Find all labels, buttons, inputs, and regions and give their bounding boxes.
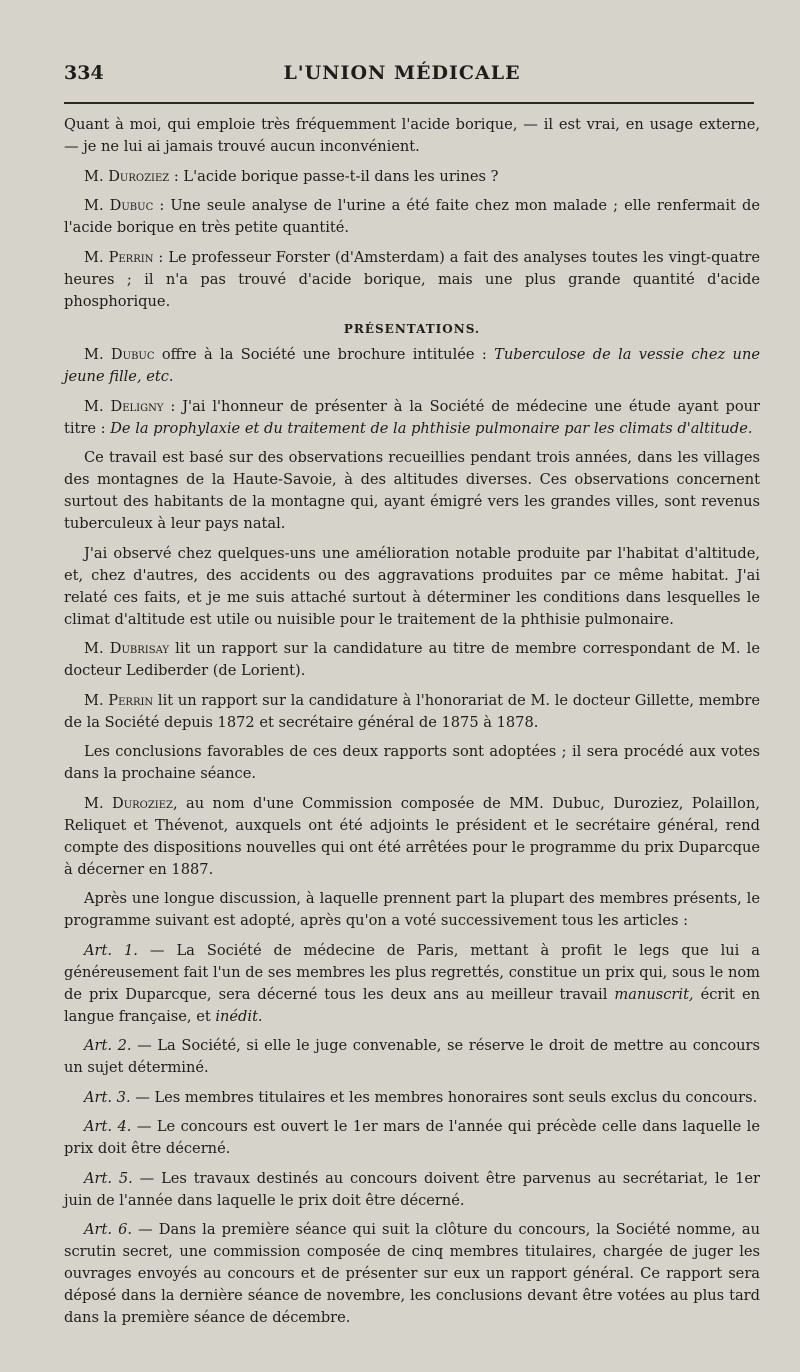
section-heading: PRÉSENTATIONS.: [343, 322, 481, 336]
paragraph: M. Deligny : J'ai l'honneur de présenter à la Société de médecine une étude ayant pour titre : De la prophylaxie et du traitement de la phthisie pulmonaire par les climats d'altitude.: [64, 397, 760, 437]
speaker: M. Duroziez :: [84, 167, 179, 185]
paragraph: M. Dubuc offre à la Société une brochure intitulée : Tuberculose de la vessie chez une jeune fille, etc.: [64, 346, 760, 385]
paragraph: J'ai observé chez quelques-uns une amélioration notable produite par l'habitat d'altitude, et, chez d'autres, des accidents ou des aggravations produites par ce même habitat. J'ai relaté ces faits, et je me suis attaché surtout à déterminer les conditions dans lesquelles le climat d'altitude est utile ou nuisible pour le traitement de la phthisie pulmonaire.: [64, 544, 760, 628]
article-clause: Art. 5. — Les travaux destinés au concours doivent être parvenus au secrétariat, le 1er juin de l'année dans laquelle le prix doit être décerné.: [64, 1169, 760, 1209]
speaker: M. Deligny :: [84, 397, 176, 415]
brochure-title: Tuberculose de la vessie chez une jeune fille, etc.: [64, 346, 760, 385]
paragraph: Quant à moi, qui emploie très fréquemment l'acide borique, — il est vrai, en usage externe, — je ne lui ai jamais trouvé aucun inconvénient.: [64, 116, 760, 155]
study-title: De la prophylaxie et du traitement de la phthisie pulmonaire par les climats d'altitude.: [110, 419, 753, 437]
paragraph: M. Perrin : Le professeur Forster (d'Amsterdam) a fait des analyses toutes les vingt-quatre heures ; il n'a pas trouvé d'acide borique, mais une plus grande quantité d'acide phosphorique.: [64, 248, 761, 310]
speaker: M. Perrin :: [84, 248, 164, 266]
paragraph: M. Duroziez, au nom d'une Commission composée de MM. Dubuc, Duroziez, Polaillon, Reliquet et Thévenot, auxquels ont été adjoints le président et le secrétaire général, rend compte des dispositions nouvelles qui ont été arrêtées pour le programme du prix Duparcque à décerner en 1887.: [64, 794, 760, 878]
journal-title: L'UNION MÉDICALE: [283, 62, 521, 84]
article-clause: Art. 6. — Dans la première séance qui suit la clôture du concours, la Société nomme, au scrutin secret, une commission composée de cinq membres titulaires, chargée de juger les ouvrages envoyés au concours et de présenter sur eux un rapport général. Ce rapport sera déposé dans la dernière séance de novembre, les conclusions devant être votées au plus tard dans la première séance de décembre.: [64, 1221, 760, 1326]
article-label: Art. 4.: [84, 1118, 132, 1135]
speaker: M. Perrin: [84, 691, 154, 709]
paragraph: M. Duroziez : L'acide borique passe-t-il dans les urines ?: [84, 167, 499, 185]
article-clause: Art. 1. — La Société de médecine de Paris, mettant à profit le legs que lui a généreusement fait l'un de ses membres les plus regrettés, constitue un prix qui, sous le nom de prix Duparcque, sera décerné tous les deux ans au meilleur travail manuscrit, écrit en langue française, et inédit.: [64, 941, 760, 1025]
speaker: M. Duroziez,: [84, 794, 178, 812]
header-rule: [64, 102, 754, 104]
paragraph: Les conclusions favorables de ces deux rapports sont adoptées ; il sera procédé aux votes dans la prochaine séance.: [64, 743, 760, 782]
page-number: 334: [64, 62, 104, 84]
article-label: Art. 1.: [84, 941, 138, 959]
article-body: [64, 114, 760, 1329]
article-label: Art. 6.: [84, 1221, 133, 1238]
paragraph: Après une longue discussion, à laquelle prennent part la plupart des membres présents, le programme suivant est adopté, après qu'on a voté successivement tous les articles :: [64, 890, 760, 929]
paragraph: M. Dubrisay lit un rapport sur la candidature au titre de membre correspondant de M. le docteur Lediberder (de Lorient).: [64, 640, 760, 679]
article-clause: Art. 3. — Les membres titulaires et les membres honoraires sont seuls exclus du concours.: [84, 1088, 758, 1106]
page-header: [64, 62, 760, 98]
speaker: M. Dubuc :: [84, 197, 165, 214]
speaker: M. Dubuc: [84, 346, 155, 363]
speaker: M. Dubrisay: [84, 640, 169, 657]
article-label: Art. 5.: [84, 1169, 133, 1187]
article-label: Art. 3.: [84, 1088, 131, 1106]
article-clause: Art. 4. — Le concours est ouvert le 1er mars de l'année qui précède celle dans laquelle le prix doit être décerné.: [64, 1118, 760, 1157]
paragraph: Ce travail est basé sur des observations recueillies pendant trois années, dans les villages des montagnes de la Haute-Savoie, à des altitudes diverses. Ces observations concernent surtout des habitants de la montagne qui, ayant émigré vers les grandes villes, sont revenus tuberculeux à leur pays natal.: [64, 449, 760, 532]
paragraph: M. Dubuc : Une seule analyse de l'urine a été faite chez mon malade ; elle renfermait de l'acide borique en très petite quantité.: [64, 197, 760, 236]
paragraph: M. Perrin lit un rapport sur la candidature à l'honorariat de M. le docteur Gillette, membre de la Société depuis 1872 et secrétaire général de 1875 à 1878.: [64, 691, 760, 731]
article-clause: Art. 2. — La Société, si elle le juge convenable, se réserve le droit de mettre au concours un sujet déterminé.: [64, 1037, 760, 1076]
article-label: Art. 2.: [84, 1037, 132, 1054]
